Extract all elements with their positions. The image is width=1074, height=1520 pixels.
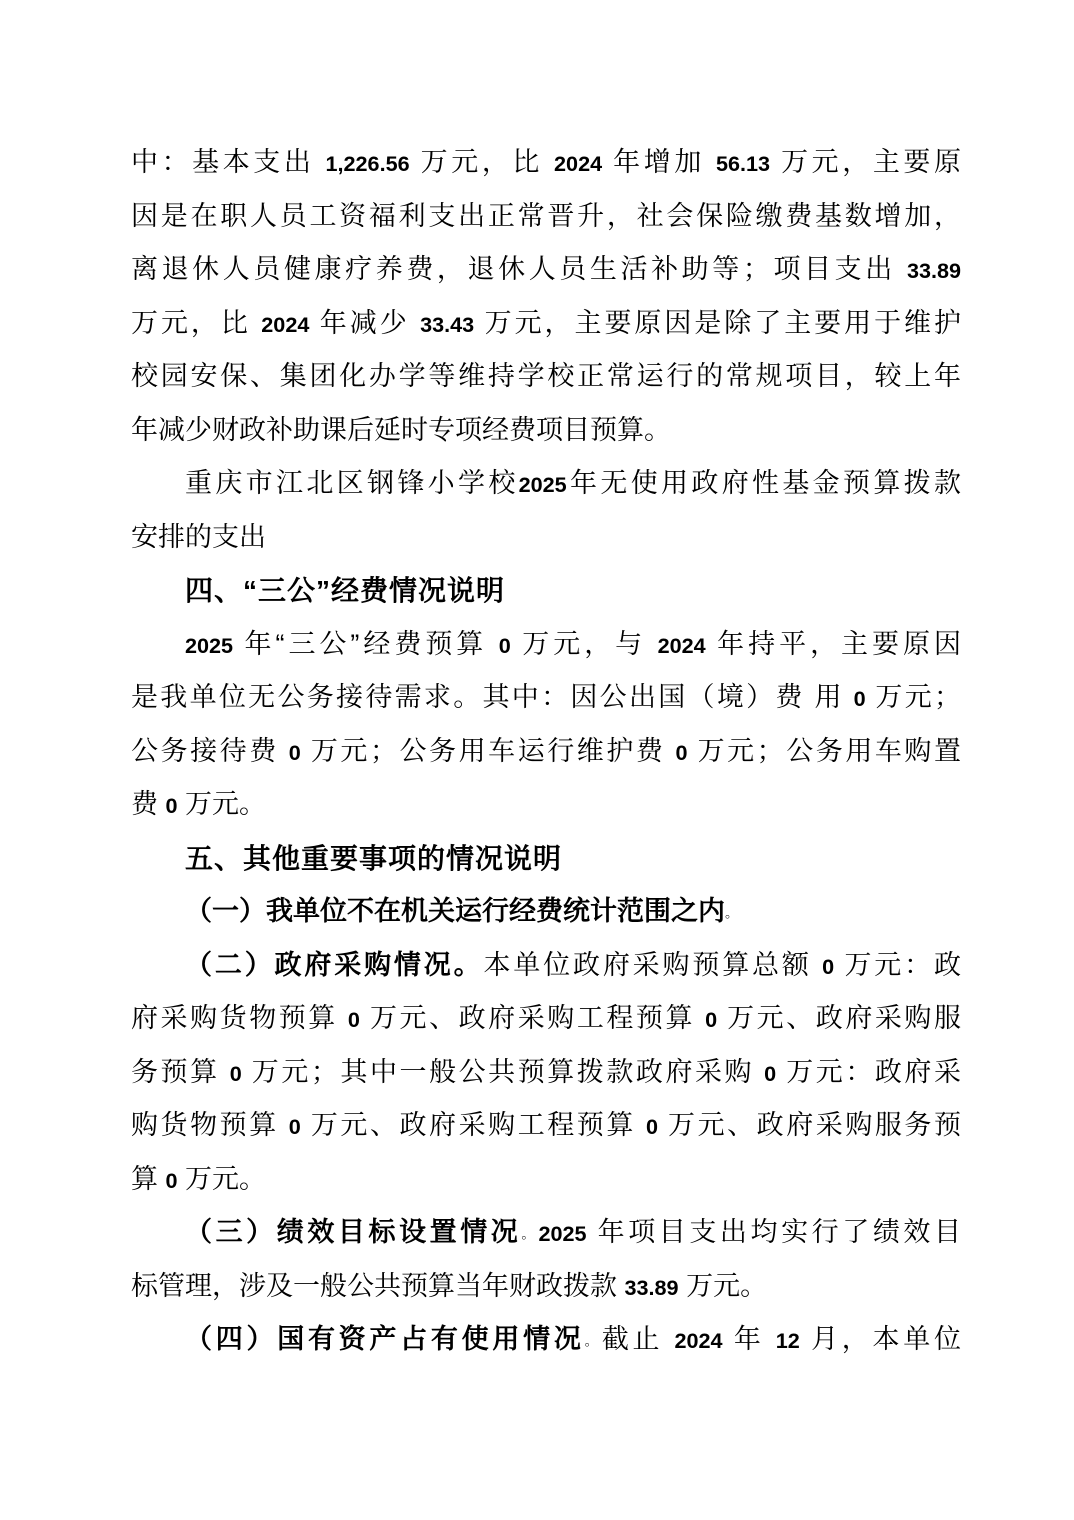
heading-other-important-matters — [131, 832, 961, 886]
text-line — [131, 297, 961, 351]
text-segment: 是我单位无公务接待需求。其中：因公出国（境）费 用 0 万元； — [131, 682, 961, 712]
text-segment-kaiti-small: 。 — [521, 1226, 539, 1242]
number: 2025 — [538, 1221, 587, 1246]
paragraph-no-government-fund-expenditure — [131, 457, 961, 564]
text-segment: 公务接待费 0 万元；公务用车运行维护费 0 万元；公务用车购置 — [131, 735, 961, 766]
number: 0 — [498, 632, 511, 658]
text-line — [131, 136, 961, 190]
text-line — [131, 725, 961, 779]
text-line — [131, 992, 961, 1046]
paragraph-item-two-government-procurement — [131, 939, 961, 1207]
text-line — [131, 564, 961, 618]
text-line — [131, 778, 961, 832]
heading-three-public-expenses — [131, 564, 961, 618]
text-segment: 算 0 万元。 — [131, 1163, 267, 1194]
number: 0 — [229, 1060, 242, 1086]
number: 2024 — [657, 632, 706, 658]
text-line — [131, 885, 961, 939]
text-segment: 万元，比 2024 年减少 33.43 万元，主要原因是除了主要用于维护 — [131, 307, 961, 338]
text-segment: 标管理，涉及一般公共预算当年财政拨款 33.89 万元。 — [131, 1270, 768, 1301]
text-segment: 府采购货物预算 0 万元、政府采购工程预算 0 万元、政府采购服 — [131, 1003, 961, 1033]
text-line — [131, 1046, 961, 1100]
text-line — [131, 939, 961, 993]
text-line — [131, 832, 961, 886]
number: 2024 — [554, 151, 603, 176]
number: 0 — [165, 1167, 178, 1193]
number: 0 — [822, 953, 835, 979]
number: 0 — [705, 1007, 718, 1032]
text-segment: 2025 年项目支出均实行了绩效目 — [538, 1217, 961, 1247]
text-segment: 因是在职人员工资福利支出正常晋升，社会保险缴费基数增加， — [131, 200, 961, 231]
text-segment-kaiti: （三）绩效目标设置情况 — [185, 1217, 522, 1247]
text-segment-kaiti-small: 。 — [725, 905, 739, 921]
number: 0 — [165, 793, 178, 818]
paragraph-expenditure-analysis — [131, 136, 961, 457]
text-line — [131, 350, 961, 404]
text-segment-kaiti: （一）我单位不在机关运行经费统计范围之内 — [185, 896, 725, 926]
text-line — [131, 671, 961, 725]
paragraph-item-one-agency-operating-funds — [131, 885, 961, 939]
text-segment: 年减少财政补助课后延时专项经费项目预算。 — [131, 414, 671, 445]
document-text-block — [131, 136, 961, 1367]
number: 2025 — [518, 472, 567, 497]
text-segment: 务预算 0 万元；其中一般公共预算拨款政府采购 0 万元：政府采 — [131, 1056, 961, 1087]
text-segment-kaiti-small: 。 — [584, 1333, 602, 1349]
paragraph-item-four-state-owned-assets — [131, 1313, 961, 1367]
text-line — [131, 190, 961, 244]
number: 33.89 — [624, 1274, 679, 1300]
number: 33.89 — [906, 258, 961, 283]
number: 2025 — [185, 632, 234, 658]
text-line — [131, 404, 961, 458]
number: 56.13 — [715, 151, 771, 176]
text-segment-kaiti: （四）国有资产占有使用情况 — [185, 1324, 585, 1354]
number: 0 — [645, 1114, 658, 1139]
paragraph-item-three-performance-targets — [131, 1206, 961, 1313]
text-segment-heading: 五、其他重要事项的情况说明 — [185, 842, 563, 874]
number: 2024 — [261, 311, 310, 337]
text-segment-kaiti: （二）政府采购情况。 — [185, 949, 484, 980]
text-segment: 截止 2024 年 12 月，本单位 — [601, 1324, 961, 1354]
text-line — [131, 511, 961, 565]
text-line — [131, 1313, 961, 1367]
text-line — [131, 1206, 961, 1260]
text-segment: 离退休人员健康疗养费，退休人员生活补助等；项目支出 33.89 — [131, 254, 961, 284]
text-segment: 2025 年“三公”经费预算 0 万元，与 2024 年持平，主要原因 — [185, 628, 961, 659]
text-line — [131, 1153, 961, 1207]
number: 0 — [853, 686, 866, 711]
text-segment: 校园安保、集团化办学等维持学校正常运行的常规项目，较上年 — [131, 361, 961, 391]
text-segment: 安排的支出 — [131, 521, 266, 552]
number: 12 — [775, 1328, 800, 1353]
text-line — [131, 1099, 961, 1153]
text-line — [131, 457, 961, 511]
text-line — [131, 1260, 961, 1314]
text-segment: 费 0 万元。 — [131, 789, 267, 819]
number: 2024 — [674, 1328, 723, 1353]
number: 1,226.56 — [325, 151, 410, 176]
number: 0 — [675, 739, 688, 765]
text-line — [131, 243, 961, 297]
number: 33.43 — [420, 311, 475, 337]
text-line — [131, 618, 961, 672]
text-segment: 购货物预算 0 万元、政府采购工程预算 0 万元、政府采购服务预 — [131, 1110, 961, 1140]
number: 0 — [347, 1007, 360, 1032]
number: 0 — [288, 739, 301, 765]
number: 0 — [288, 1114, 301, 1139]
text-segment: 中：基本支出 1,226.56 万元，比 2024 年增加 56.13 万元，主要原 — [131, 147, 961, 177]
text-segment-heading: 四、“三公”经费情况说明 — [185, 575, 506, 606]
paragraph-three-public-expenses-detail — [131, 618, 961, 832]
number: 0 — [764, 1060, 777, 1086]
text-segment: 重庆市江北区钢锋小学校2025年无使用政府性基金预算拨款 — [185, 468, 961, 498]
text-segment: 本单位政府采购预算总额 0 万元：政 — [483, 949, 961, 980]
